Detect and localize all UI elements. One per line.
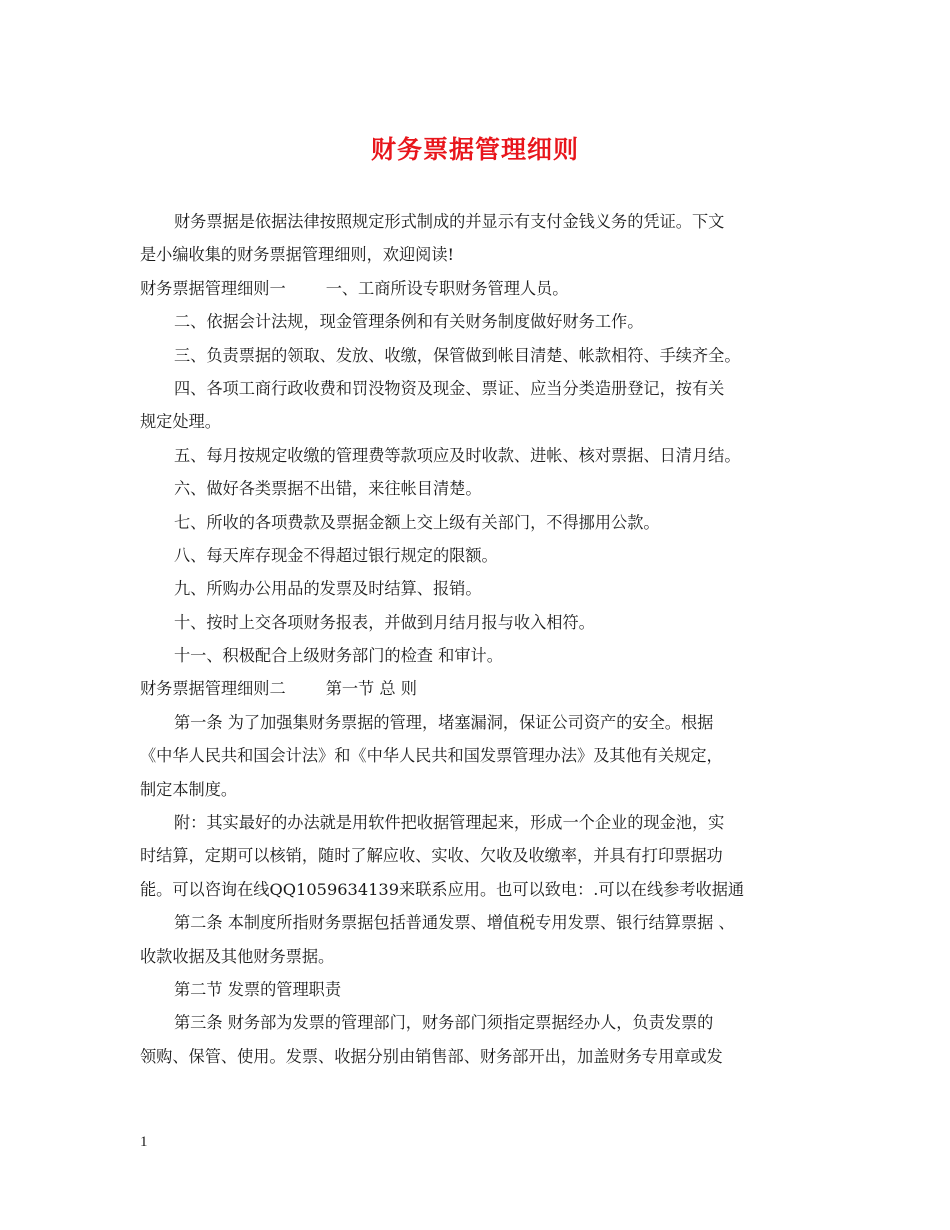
text-line (140, 906, 822, 939)
line-text: 财务票据是依据法律按照规定形式制成的并显示有支付金钱义务的凭证。下文 (174, 212, 725, 231)
text-line (140, 472, 822, 505)
text-line (140, 339, 822, 372)
line-suffix: 一、工商所设专职财务管理人员。 (325, 278, 569, 298)
line-text: 《中华人民共和国会计法》和《中华人民共和国发票管理办法》及其他有关规定， (140, 746, 723, 766)
line-text: 领购、保管、使用。发票、收据分别由销售部、财务部开出，加盖财务专用章或发 (140, 1046, 723, 1066)
line-text: 制定本制度。 (140, 779, 238, 799)
text-line (140, 1040, 822, 1073)
line-text: 第一条 为了加强集财务票据的管理，堵塞漏洞，保证公司资产的安全。根据 (174, 712, 714, 732)
line-text: 十一、积极配合上级财务部门的检查 和审计。 (174, 646, 503, 666)
line-text: 二、依据会计法规，现金管理条例和有关财务制度做好财务工作。 (174, 312, 644, 332)
line-text: 五、每月按规定收缴的管理费等款项应及时收款、进帐、核对票据、日清月结。 (174, 445, 741, 465)
line-text: 六、做好各类票据不出错，来往帐目清楚。 (174, 479, 482, 499)
text-line (140, 305, 822, 338)
text-line (140, 238, 822, 271)
text-line (140, 806, 822, 839)
text-line (140, 539, 822, 572)
line-text: 第二节 发票的管理职责 (174, 979, 342, 999)
text-line (140, 572, 822, 605)
text-line (140, 405, 822, 438)
line-text: 第三条 财务部为发票的管理部门，财务部门须指定票据经办人，负责发票的 (174, 1013, 714, 1033)
text-line (140, 706, 822, 739)
line-text: 九、所购办公用品的发票及时结算、报销。 (174, 579, 482, 599)
page-title: 财务票据管理细则 (370, 135, 579, 164)
text-line (140, 639, 822, 672)
text-line (140, 873, 822, 906)
line-text: 财务票据管理细则二 (140, 679, 286, 699)
line-text: 能。可以咨询在线QQ1059634139来联系应用。也可以致电：.可以在线参考收据通 (140, 879, 745, 899)
text-line (140, 439, 822, 472)
document-body (140, 205, 822, 1073)
line-text: 七、所收的各项费款及票据金额上交上级有关部门，不得挪用公款。 (174, 512, 660, 532)
text-line (140, 973, 822, 1006)
page-number: 1 (140, 1134, 148, 1150)
text-line (140, 739, 822, 772)
line-text: 财务票据管理细则一 (140, 278, 286, 298)
text-line (140, 773, 822, 806)
text-line (140, 839, 822, 872)
line-text: 十、按时上交各项财务报表，并做到月结月报与收入相符。 (174, 612, 595, 632)
text-line (140, 606, 822, 639)
line-text: 规定处理。 (140, 412, 221, 432)
line-suffix: 第一节 总 则 (325, 679, 417, 699)
text-line (140, 372, 822, 405)
line-text: 四、各项工商行政收费和罚没物资及现金、票证、应当分类造册登记，按有关 (174, 378, 725, 398)
text-line (140, 205, 822, 238)
text-line (140, 272, 822, 305)
line-text: 八、每天库存现金不得超过银行规定的限额。 (174, 545, 498, 565)
line-text: 时结算，定期可以核销，随时了解应收、实收、欠收及收缴率，并具有打印票据功 (140, 846, 723, 866)
line-text: 是小编收集的财务票据管理细则，欢迎阅读! (140, 245, 455, 265)
text-line (140, 506, 822, 539)
line-text: 收款收据及其他财务票据。 (140, 946, 335, 966)
line-text: 第二条 本制度所指财务票据包括普通发票、增值税专用发票、银行结算票据 、 (174, 913, 735, 933)
text-line (140, 672, 822, 705)
text-line (140, 1006, 822, 1039)
line-text: 附：其实最好的办法就是用软件把收据管理起来，形成一个企业的现金池，实 (174, 813, 725, 833)
line-text: 三、负责票据的领取、发放、收缴，保管做到帐目清楚、帐款相符、手续齐全。 (174, 345, 741, 365)
text-line (140, 940, 822, 973)
